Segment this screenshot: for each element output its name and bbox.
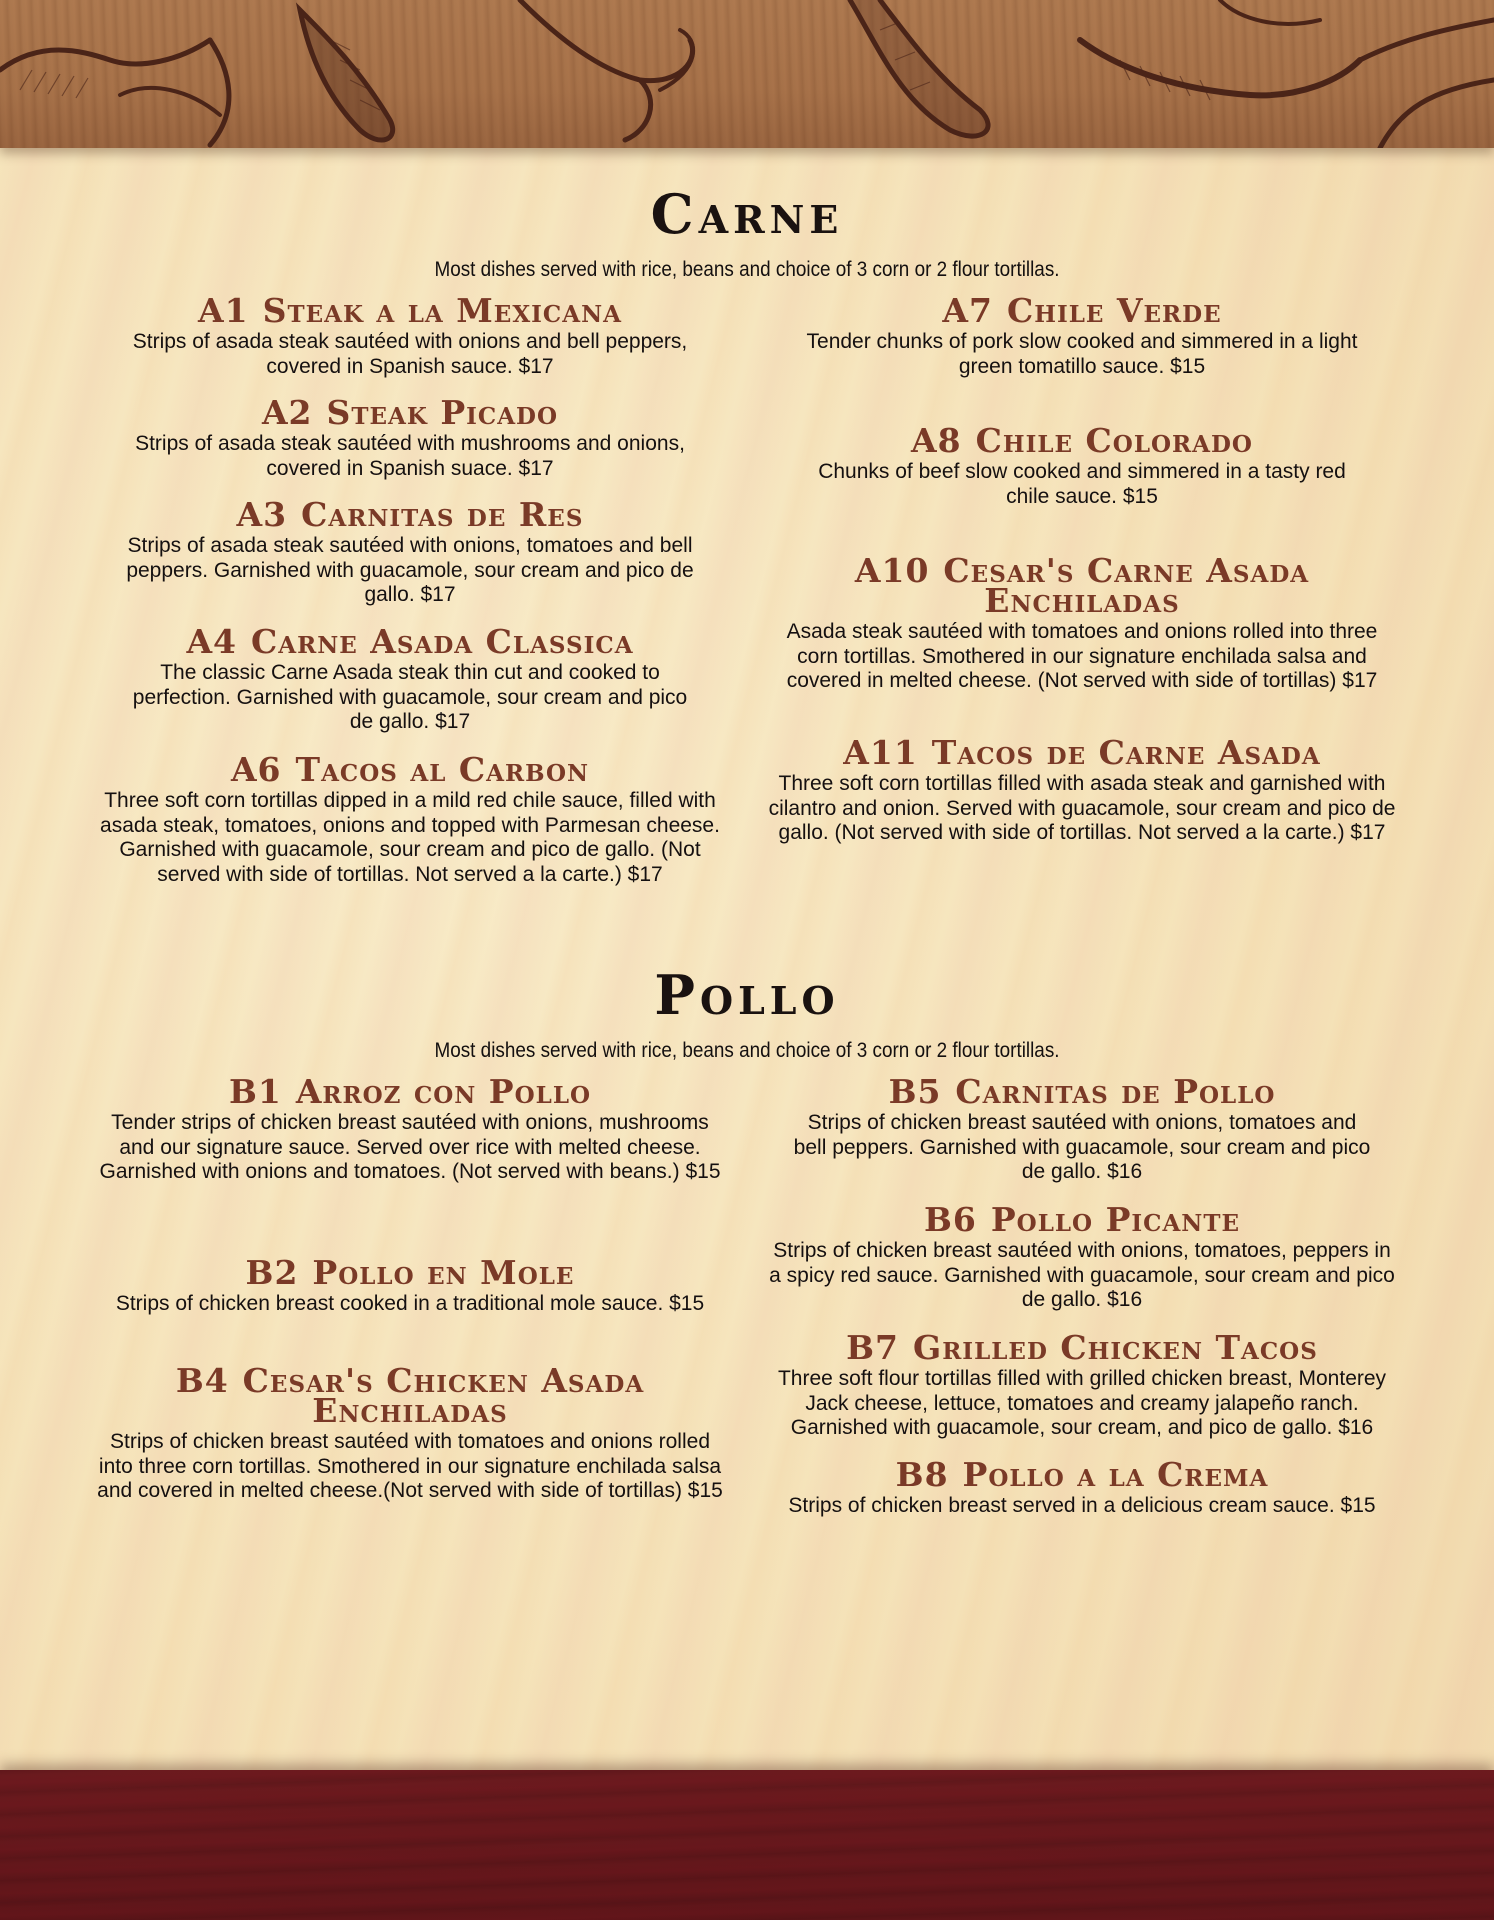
menu-item [90,393,730,481]
item-description: Three soft flour tortillas filled with grilled chicken breast, Monterey Jack cheese, lettuce, tomatoes and creamy jalapeño ranch. Garnished with guacamole, sour cream, and pico de gallo. $16 [777,1367,1387,1439]
item-description: Strips of chicken breast served in a delicious cream sauce. $15 [788,1494,1376,1517]
item-description: Strips of chicken breast sautéed with onions, tomatoes and bell peppers. Garnished with guacamole, sour cream and pico de gallo. $16 [793,1111,1371,1183]
menu-item [762,1455,1402,1519]
section-note-pollo: Most dishes served with rice, beans and choice of 3 corn or 2 flour tortillas. [434,1039,1060,1062]
item-description: Strips of asada steak sautéed with mushrooms and onions, covered in Spanish suace. $17 [135,432,685,480]
item-title: B8 Pollo a la Crema [895,1455,1269,1494]
item-description: Strips of asada steak sautéed with onions, tomatoes and bell peppers. Garnished with guacamole, sour cream and pico de gallo. $17 [126,534,694,606]
menu-item [90,1361,730,1504]
menu-item [762,733,1402,846]
item-title: A11 Tacos de Carne Asada [843,733,1321,772]
menu-item [90,291,730,379]
item-description: Tender chunks of pork slow cooked and simmered in a light green tomatillo sauce. $15 [806,330,1358,378]
section-title-carne: Carne [650,182,844,246]
item-description: The classic Carne Asada steak thin cut and cooked to perfection. Garnished with guacamole, sour cream and pico de gallo. $17 [132,661,688,733]
item-title: B2 Pollo en Mole [245,1253,575,1292]
menu-item [90,495,730,608]
menu-item [762,291,1402,379]
item-title: A10 Cesar's Carne Asada Enchiladas [854,551,1310,620]
item-description: Tender strips of chicken breast sautéed with onions, mushrooms and our signature sauce. Served over rice with melted cheese. Garnished with onions and tomatoes. (Not served with beans.) $15 [99,1111,721,1183]
menu-item [90,1072,730,1185]
item-title: A2 Steak Picado [261,393,559,432]
menu-item [762,1328,1402,1441]
item-title: A4 Carne Asada Classica [186,622,634,661]
item-title: B5 Carnitas de Pollo [888,1072,1276,1111]
item-description: Three soft corn tortillas filled with asada steak and garnished with cilantro and onion. Served with guacamole, sour cream and pico de gallo. (Not served with side of tortillas. Not served a la carte.) $17 [768,772,1396,844]
menu-item [762,1200,1402,1313]
menu-item [90,622,730,735]
item-description: Strips of chicken breast sautéed with onions, tomatoes, peppers in a spicy red sauce. Garnished with guacamole, sour cream and pico de gallo. $16 [769,1239,1395,1311]
item-title: A8 Chile Colorado [911,421,1253,460]
menu-item [90,1253,730,1317]
section-title-pollo: Pollo [654,963,840,1027]
menu-item [762,1072,1402,1185]
top-banner [0,0,1494,148]
item-description: Strips of chicken breast cooked in a traditional mole sauce. $15 [115,1292,705,1315]
item-title: B4 Cesar's Chicken Asada Enchiladas [175,1361,645,1430]
item-title: A7 Chile Verde [942,291,1222,330]
item-title: B1 Arroz con Pollo [228,1072,592,1111]
item-description: Strips of chicken breast sautéed with tomatoes and onions rolled into three corn tortillas. Smothered in our signature enchilada salsa and covered in melted cheese.(Not served with side of tortillas) $15 [97,1430,723,1502]
item-description: Three soft corn tortillas dipped in a mild red chile sauce, filled with asada steak, tomatoes, onions and topped with Parmesan cheese. Garnished with guacamole, sour cream and pico de gallo. (Not served with side of tortillas. Not served a la carte.) $17 [100,789,720,886]
menu-item [90,750,730,887]
bottom-band [0,1770,1494,1920]
item-title: A1 Steak a la Mexicana [198,291,622,330]
item-description: Asada steak sautéed with tomatoes and onions rolled into three corn tortillas. Smothered in our signature enchilada salsa and covered in melted cheese. (Not served with side of tortillas) $17 [786,620,1378,692]
item-title: A3 Carnitas de Res [236,495,584,534]
section-note-carne: Most dishes served with rice, beans and choice of 3 corn or 2 flour tortillas. [434,258,1060,281]
item-description: Strips of asada steak sautéed with onions and bell peppers, covered in Spanish sauce. $17 [132,330,688,378]
item-title: B7 Grilled Chicken Tacos [846,1328,1318,1367]
menu-item [762,421,1402,509]
item-description: Chunks of beef slow cooked and simmered in a tasty red chile sauce. $15 [818,460,1346,508]
item-title: A6 Tacos al Carbon [230,750,590,789]
menu-item [762,551,1402,694]
item-title: B6 Pollo Picante [924,1200,1240,1239]
chile-peppers-illustration [0,0,1494,148]
